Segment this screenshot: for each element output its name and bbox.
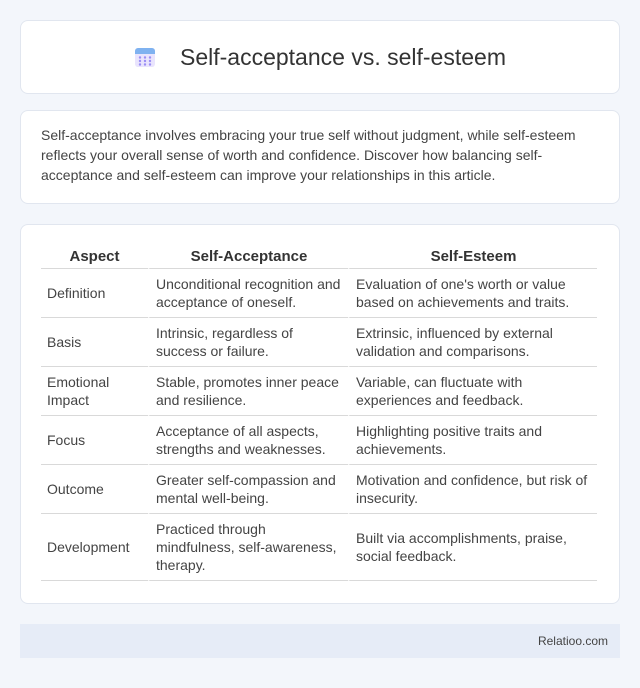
aspect-cell: Emotional Impact <box>41 367 148 416</box>
self-esteem-cell: Variable, can fluctuate with experiences and feedback. <box>348 367 597 416</box>
header-self-acceptance: Self-Acceptance <box>148 245 348 269</box>
self-esteem-cell: Motivation and confidence, but risk of insecurity. <box>348 465 597 514</box>
calendar-icon <box>134 46 156 68</box>
table-row <box>41 318 597 367</box>
aspect-cell: Focus <box>41 416 148 465</box>
self-esteem-cell: Evaluation of one's worth or value based on achievements and traits. <box>348 269 597 318</box>
comparison-table-card <box>20 224 620 604</box>
self-esteem-cell: Highlighting positive traits and achievements. <box>348 416 597 465</box>
self-acceptance-cell: Greater self-compassion and mental well-being. <box>148 465 348 514</box>
table-header-row <box>41 245 597 269</box>
table-row <box>41 269 597 318</box>
intro-text: Self-acceptance involves embracing your true self without judgment, while self-esteem reflects your overall sense of worth and confidence. Discover how balancing self-acceptance and self-esteem can improve your relationships in this article. <box>41 127 576 183</box>
self-acceptance-cell: Stable, promotes inner peace and resilience. <box>148 367 348 416</box>
table-row <box>41 367 597 416</box>
self-acceptance-cell: Unconditional recognition and acceptance of oneself. <box>148 269 348 318</box>
self-acceptance-cell: Acceptance of all aspects, strengths and weaknesses. <box>148 416 348 465</box>
aspect-cell: Definition <box>41 269 148 318</box>
header-aspect: Aspect <box>41 245 148 269</box>
title-card <box>20 20 620 94</box>
aspect-cell: Development <box>41 514 148 581</box>
self-acceptance-cell: Practiced through mindfulness, self-awareness, therapy. <box>148 514 348 581</box>
table-row <box>41 416 597 465</box>
aspect-cell: Basis <box>41 318 148 367</box>
header-self-esteem: Self-Esteem <box>348 245 597 269</box>
intro-card <box>20 110 620 204</box>
comparison-table <box>41 245 597 581</box>
footer-brand[interactable]: Relatioo.com <box>537 634 608 648</box>
page-title: Self-acceptance vs. self-esteem <box>180 43 506 70</box>
self-esteem-cell: Extrinsic, influenced by external validation and comparisons. <box>348 318 597 367</box>
aspect-cell: Outcome <box>41 465 148 514</box>
self-esteem-cell: Built via accomplishments, praise, social feedback. <box>348 514 597 581</box>
table-row <box>41 465 597 514</box>
footer <box>20 624 620 658</box>
self-acceptance-cell: Intrinsic, regardless of success or failure. <box>148 318 348 367</box>
table-row <box>41 514 597 581</box>
